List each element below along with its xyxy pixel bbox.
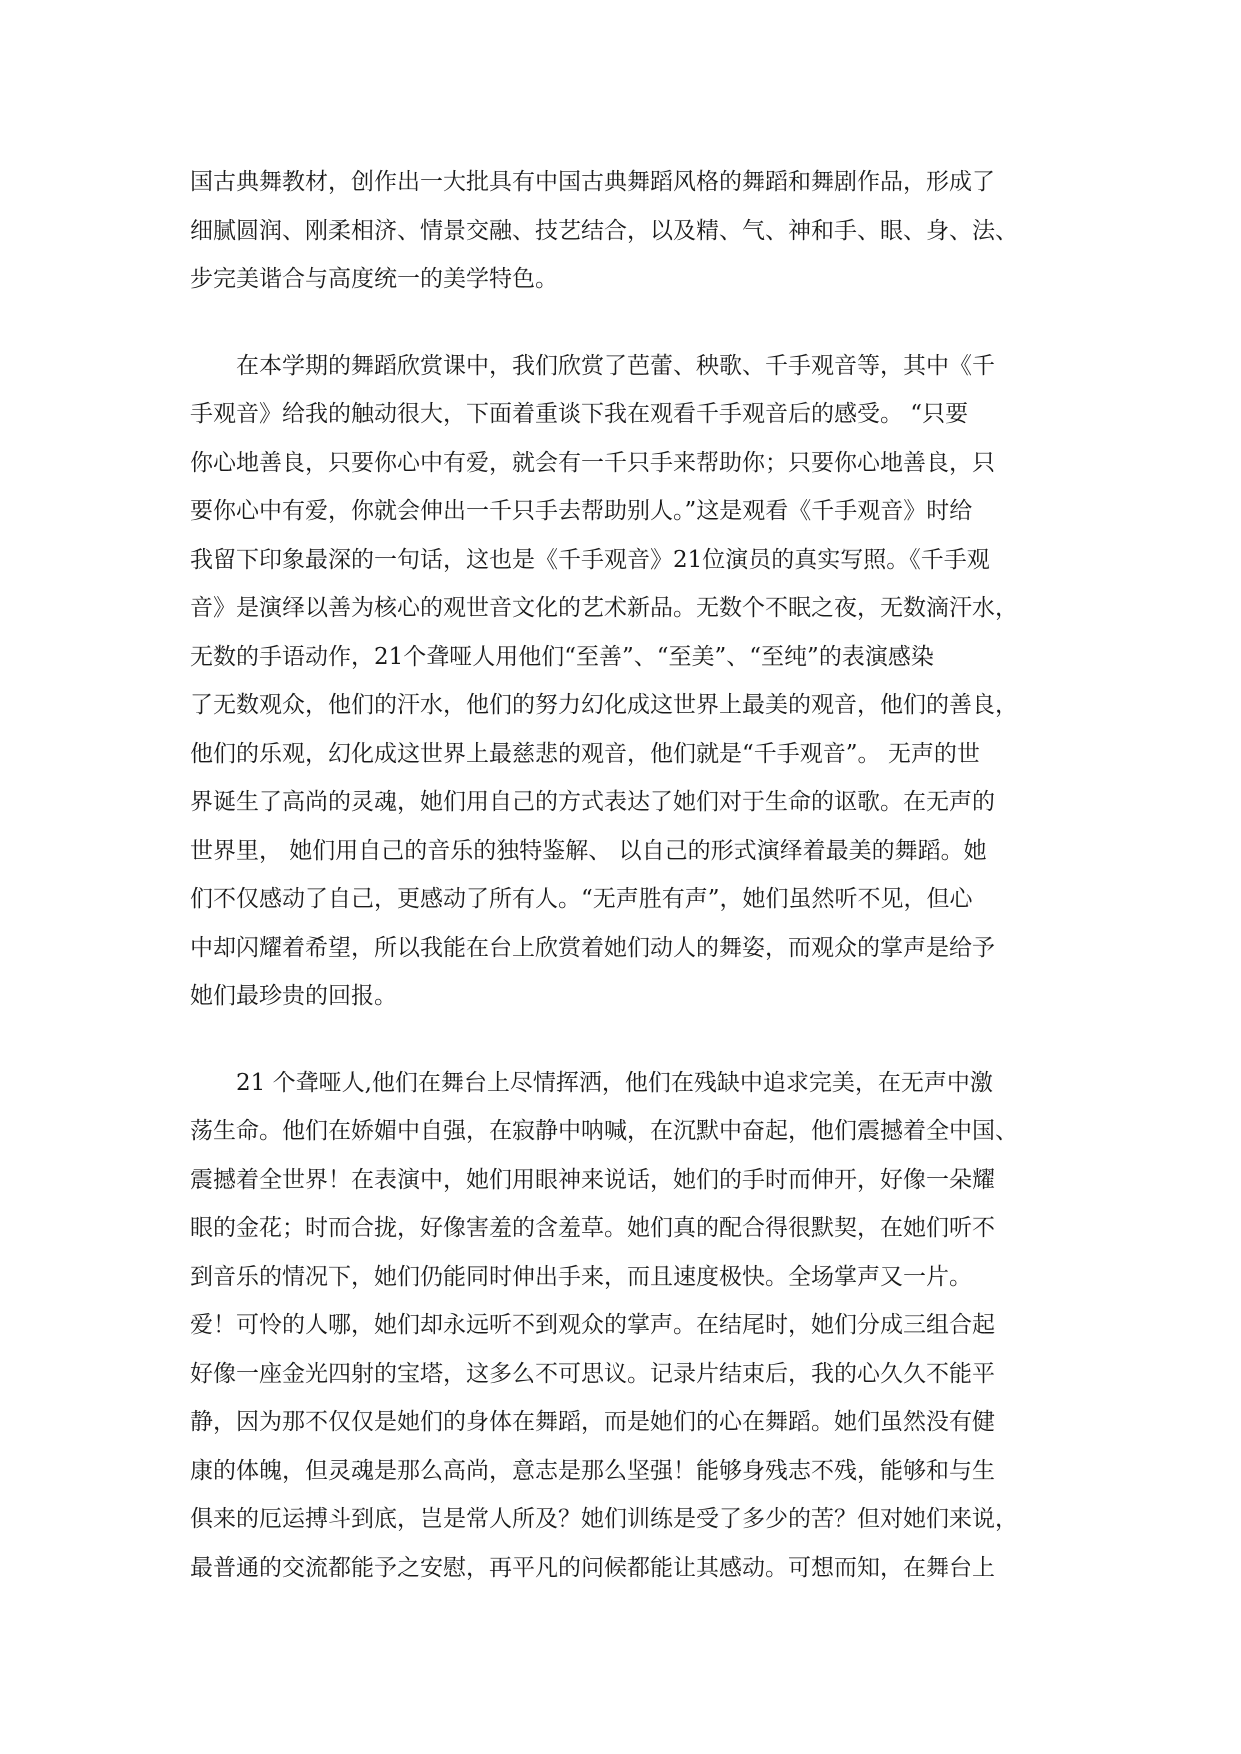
text-line: 俱来的厄运搏斗到底，岂是常人所及？她们训练是受了多少的苦？但对她们来说，	[190, 1506, 1018, 1532]
text-line: 你心地善良，只要你心中有爱，就会有一千只手来帮助你；只要你心地善良，只	[190, 449, 995, 476]
text-line: 了无数观众，他们的汗水，他们的努力幻化成这世界上最美的观音，他们的善良，	[190, 692, 1018, 718]
paragraph-3	[190, 1059, 1060, 1593]
text-line: 步完美谐合与高度统一的美学特色。	[190, 266, 558, 292]
text-line: 界诞生了高尚的灵魂，她们用自己的方式表达了她们对于生命的讴歌。在无声的	[190, 789, 995, 815]
paragraph-2	[190, 342, 1060, 1021]
text-line: 好像一座金光四射的宝塔，这多么不可思议。记录片结束后，我的心久久不能平	[190, 1360, 995, 1387]
text-line: 眼的金花；时而合拢，好像害羞的含羞草。她们真的配合得很默契，在她们听不	[190, 1215, 995, 1241]
text-line: 她们最珍贵的回报。	[190, 983, 397, 1009]
text-line: 国古典舞教材，创作出一大批具有中国古典舞蹈风格的舞蹈和舞剧作品，形成了	[190, 169, 995, 195]
text-line: 他们的乐观，幻化成这世界上最慈悲的观音，他们就是“千手观音”。 无声的世	[190, 740, 980, 767]
text-line: 音》是演绎以善为核心的观世音文化的艺术新品。无数个不眠之夜，无数滴汗水，	[190, 595, 1018, 621]
text-line: 我留下印象最深的一句话，这也是《千手观音》21位演员的真实写照。《千手观	[190, 546, 990, 573]
text-line: 无数的手语动作，21个聋哑人用他们“至善”、“至美”、“至纯”的表演感染	[190, 643, 934, 670]
text-line: 细腻圆润、刚柔相济、情景交融、技艺结合，以及精、气、神和手、眼、身、法、	[190, 217, 1018, 244]
text-line: 在本学期的舞蹈欣赏课中，我们欣赏了芭蕾、秧歌、千手观音等，其中《千	[190, 352, 995, 379]
paragraph-1	[190, 158, 1060, 304]
text-line: 21 个聋哑人,他们在舞台上尽情挥洒，他们在残缺中追求完美，在无声中激	[190, 1069, 993, 1096]
text-line: 们不仅感动了自己，更感动了所有人。“无声胜有声”，她们虽然听不见，但心	[190, 886, 973, 912]
text-line: 世界里， 她们用自己的音乐的独特鉴解、 以自己的形式演绎着最美的舞蹈。她	[190, 837, 987, 864]
text-line: 震撼着全世界！在表演中，她们用眼神来说话，她们的手时而伸开，好像一朵耀	[190, 1166, 995, 1193]
text-line: 静，因为那不仅仅是她们的身体在舞蹈，而是她们的心在舞蹈。她们虽然没有健	[190, 1409, 995, 1435]
text-line: 荡生命。他们在娇媚中自强，在寂静中呐喊，在沉默中奋起，他们震撼着全中国、	[190, 1118, 1018, 1144]
document-body	[190, 158, 1060, 1592]
text-line: 最普通的交流都能予之安慰，再平凡的问候都能让其感动。可想而知，在舞台上	[190, 1554, 995, 1581]
text-line: 中却闪耀着希望，所以我能在台上欣赏着她们动人的舞姿，而观众的掌声是给予	[190, 934, 995, 961]
text-line: 要你心中有爱，你就会伸出一千只手去帮助别人。”这是观看《千手观音》时给	[190, 498, 973, 524]
text-line: 康的体魄，但灵魂是那么高尚，意志是那么坚强！能够身残志不残，能够和与生	[190, 1457, 995, 1484]
text-line: 手观音》给我的触动很大，下面着重谈下我在观看千手观音后的感受。 “只要	[190, 401, 969, 427]
text-line: 爱！可怜的人哪，她们却永远听不到观众的掌声。在结尾时，她们分成三组合起	[190, 1312, 995, 1338]
text-line: 到音乐的情况下，她们仍能同时伸出手来，而且速度极快。全场掌声又一片。	[190, 1263, 972, 1290]
